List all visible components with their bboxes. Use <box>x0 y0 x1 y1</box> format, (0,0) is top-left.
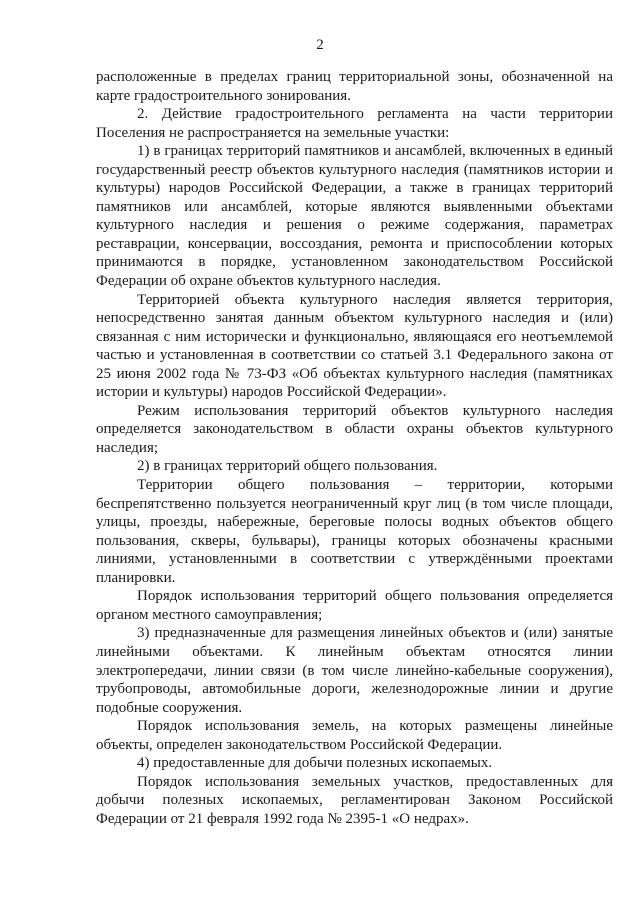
paragraph-heritage-territory: Территорией объекта культурного наследия является территория, непосредственно занятая данным объектом культурного наследия и (или) связанная с ним исторически и функционально, являющаяся его неотъемлемой частью и установленная в соответствии со статьей 3.1 Федерального закона от 25 июня 2002 года № 73-ФЗ «Об объектах культурного наследия (памятниках истории и культуры) народов Российской Федерации». <box>96 291 613 401</box>
paragraph-linear-order: Порядок использования земель, на которых размещены линейные объекты, определен законодательством Российской Федерации. <box>96 718 613 753</box>
document-body <box>96 68 613 828</box>
paragraph-subitem-1: 1) в границах территорий памятников и ансамблей, включенных в единый государственный реестр объектов культурного наследия (памятников истории и культуры) народов Российской Федерации, а также в границах территорий памятников или ансамблей, которые являются выявленными объектами культурного наследия и решения о режиме содержания, параметрах реставрации, консервации, воссоздания, ремонта и приспособлении которых принимаются в порядке, установленном законодательством Российской Федерации об охране объектов культурного наследия. <box>96 143 613 290</box>
paragraph-heritage-regime: Режим использования территорий объектов культурного наследия определяется законодательством в области охраны объектов культурного наследия; <box>96 402 613 456</box>
paragraph-mining-order: Порядок использования земельных участков, предоставленных для добычи полезных ископаемых, регламентирован Законом Российской Федерации от 21 февраля 1992 года № 2395-1 «О недрах». <box>96 773 613 827</box>
paragraph-item-2: 2. Действие градостроительного регламента на части территории Поселения не распространяется на земельные участки: <box>96 106 613 141</box>
paragraph-public-order: Порядок использования территорий общего пользования определяется органом местного самоуправления; <box>96 588 613 623</box>
paragraph-subitem-2: 2) в границах территорий общего пользования. <box>137 458 438 475</box>
paragraph-continuation: расположенные в пределах границ территориальной зоны, обозначенной на карте градостроительного зонирования. <box>96 69 613 104</box>
paragraph-subitem-4: 4) предоставленные для добычи полезных ископаемых. <box>137 755 493 772</box>
paragraph-subitem-3: 3) предназначенные для размещения линейных объектов и (или) занятые линейными объектами. К линейным объектам относятся линии электропередачи, линии связи (в том числе линейно-кабельные сооружения), трубопроводы, автомобильные дороги, железнодорожные линии и другие подобные сооружения. <box>96 625 613 716</box>
paragraph-public-territories: Территории общего пользования – территории, которыми беспрепятственно пользуется неограниченный круг лиц (в том числе площади, улицы, проезды, набережные, береговые полосы водных объектов общего пользования, скверы, бульвары), границы которых обозначены красными линиями, установленными в соответствии с утверждёнными проектами планировки. <box>96 477 613 586</box>
page-number: 2 <box>316 37 324 53</box>
